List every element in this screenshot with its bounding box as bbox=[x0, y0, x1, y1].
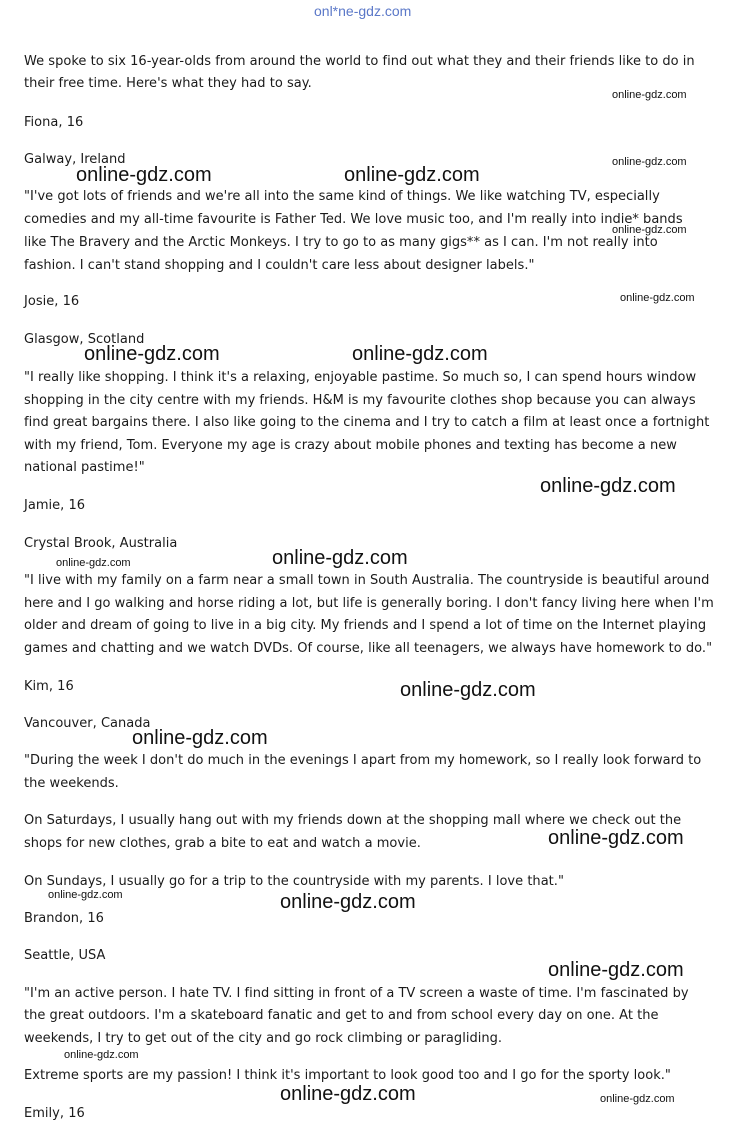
watermark: online-gdz.com bbox=[612, 156, 687, 168]
watermark: online-gdz.com bbox=[272, 547, 408, 569]
quote-line: "I'm an active person. I hate TV. I find sitting in front of a TV screen a waste of time. I'm fascinated by bbox=[24, 986, 689, 1001]
watermark: online-gdz.com bbox=[344, 164, 480, 186]
person-location: Seattle, USA bbox=[24, 948, 106, 963]
watermark: online-gdz.com bbox=[612, 89, 687, 101]
header-watermark: onl*ne-gdz.com bbox=[314, 3, 412, 19]
watermark: online-gdz.com bbox=[400, 679, 536, 701]
quote-line: "I really like shopping. I think it's a relaxing, enjoyable pastime. So much so, I can spend hours window bbox=[24, 370, 697, 385]
watermark: online-gdz.com bbox=[612, 224, 687, 236]
quote-line: the weekends. bbox=[24, 776, 119, 791]
watermark: online-gdz.com bbox=[280, 1083, 416, 1105]
quote-line: weekends, I try to get out of the city and go rock climbing or paragliding. bbox=[24, 1031, 503, 1046]
quote-line: find great bargains there. I also like going to the cinema and I try to catch a film at least once a fortnight bbox=[24, 415, 710, 430]
quote-line: fashion. I can't stand shopping and I couldn't care less about designer labels." bbox=[24, 258, 535, 273]
watermark: online-gdz.com bbox=[352, 343, 488, 365]
quote-line: games and chatting and we watch DVDs. Of course, like all teenagers, we always have homework to do." bbox=[24, 641, 713, 656]
quote-line: here and I go walking and horse riding a lot, but life is generally boring. I don't fancy living here when I'm bbox=[24, 596, 714, 611]
quote-line: On Sundays, I usually go for a trip to the countryside with my parents. I love that." bbox=[24, 874, 564, 889]
person-location: Glasgow, Scotland bbox=[24, 332, 145, 347]
person-location: Crystal Brook, Australia bbox=[24, 536, 178, 551]
person-name: Josie, 16 bbox=[24, 294, 80, 309]
quote-line: like The Bravery and the Arctic Monkeys. I try to go to as many gigs** as I can. I'm not really into bbox=[24, 235, 658, 250]
quote-line: shopping in the city centre with my friends. H&M is my favourite clothes shop because you can always bbox=[24, 393, 696, 408]
quote-line: Extreme sports are my passion! I think it's important to look good too and I go for the sporty look." bbox=[24, 1068, 671, 1083]
quote-line: national pastime!" bbox=[24, 460, 145, 475]
person-name: Emily, 16 bbox=[24, 1106, 85, 1121]
watermark: online-gdz.com bbox=[56, 557, 131, 569]
watermark: online-gdz.com bbox=[548, 959, 684, 981]
quote-line: the great outdoors. I'm a skateboard fanatic and get to and from school every day on one. At the bbox=[24, 1008, 659, 1023]
quote-line: comedies and my all-time favourite is Father Ted. We love music too, and I'm really into indie* bands bbox=[24, 212, 683, 227]
person-name: Jamie, 16 bbox=[24, 498, 86, 513]
person-name: Kim, 16 bbox=[24, 679, 74, 694]
watermark: online-gdz.com bbox=[64, 1049, 139, 1061]
person-location: Vancouver, Canada bbox=[24, 716, 151, 731]
quote-line: On Saturdays, I usually hang out with my friends down at the shopping mall where we check out the bbox=[24, 813, 682, 828]
quote-line: shops for new clothes, grab a bite to eat and watch a movie. bbox=[24, 836, 421, 851]
watermark: online-gdz.com bbox=[76, 164, 212, 186]
watermark: online-gdz.com bbox=[620, 292, 695, 304]
watermark: online-gdz.com bbox=[600, 1093, 675, 1105]
quote-line: older and dream of going to live in a big city. My friends and I spend a lot of time on the Internet playing bbox=[24, 618, 707, 633]
watermark: online-gdz.com bbox=[540, 475, 676, 497]
intro-line: We spoke to six 16-year-olds from around the world to find out what they and their friends like to do in bbox=[24, 54, 695, 69]
watermark: online-gdz.com bbox=[280, 891, 416, 913]
quote-line: "I live with my family on a farm near a small town in South Australia. The countryside is beautiful around bbox=[24, 573, 710, 588]
person-name: Brandon, 16 bbox=[24, 911, 104, 926]
watermark: online-gdz.com bbox=[132, 727, 268, 749]
person-name: Fiona, 16 bbox=[24, 115, 84, 130]
watermark: online-gdz.com bbox=[548, 827, 684, 849]
quote-line: with my friend, Tom. Everyone my age is crazy about mobile phones and texting has become a new bbox=[24, 438, 677, 453]
intro-line: their free time. Here's what they had to say. bbox=[24, 76, 312, 91]
person-location: Galway, Ireland bbox=[24, 152, 126, 167]
watermark: online-gdz.com bbox=[48, 889, 123, 901]
quote-line: "I've got lots of friends and we're all into the same kind of things. We like watching TV, especially bbox=[24, 189, 660, 204]
watermark: online-gdz.com bbox=[84, 343, 220, 365]
quote-line: "During the week I don't do much in the evenings I apart from my homework, so I really look forward to bbox=[24, 753, 702, 768]
